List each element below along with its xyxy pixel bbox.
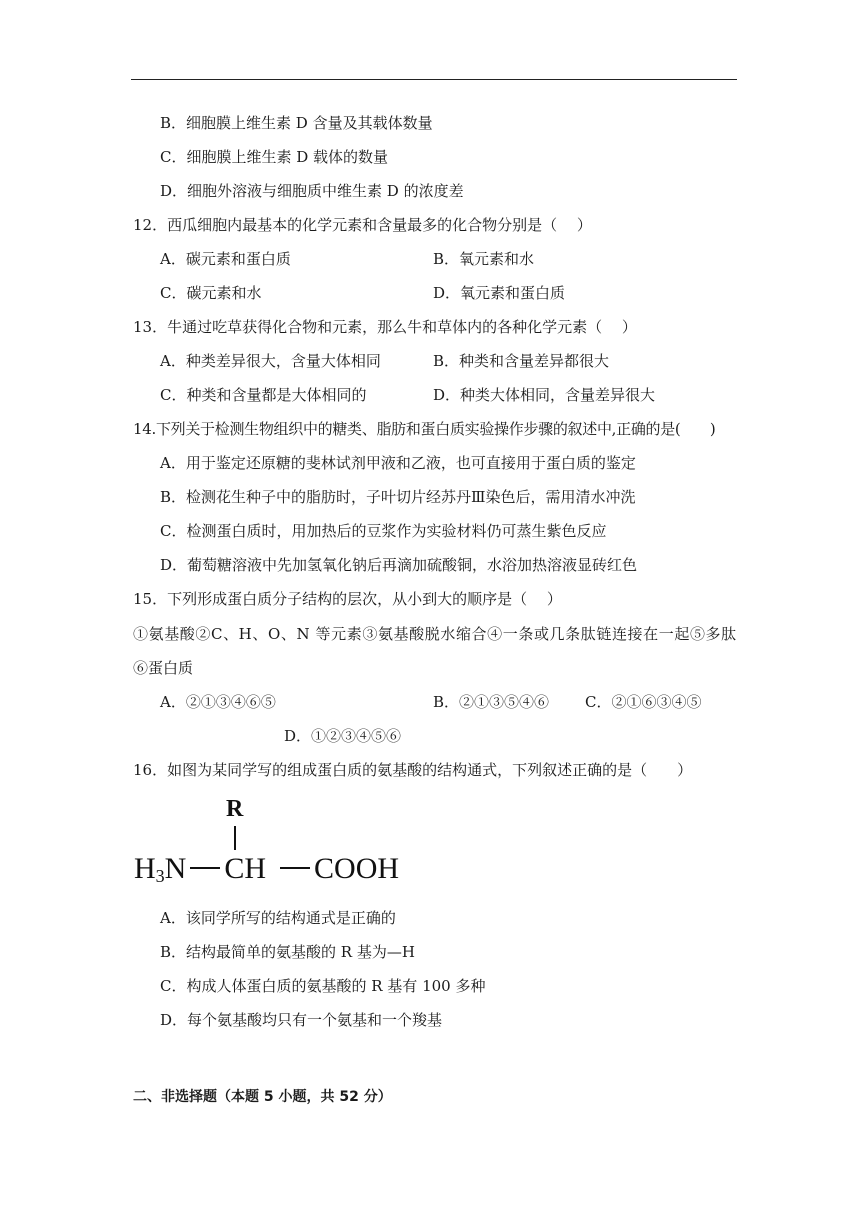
q16-option-d: D．每个氨基酸均只有一个氨基和一个羧基 [160, 1011, 443, 1029]
q14-option-a: A．用于鉴定还原糖的斐林试剂甲液和乙液，也可直接用于蛋白质的鉴定 [160, 454, 636, 472]
q13-option-d: D．种类大体相同，含量差异很大 [433, 386, 656, 404]
q16-stem: 16．如图为某同学写的组成蛋白质的氨基酸的结构通式，下列叙述正确的是（ ） [133, 761, 693, 779]
q15-option-d: D．①②③④⑤⑥ [284, 727, 402, 745]
q14-stem: 14.下列关于检测生物组织中的糖类、脂肪和蛋白质实验操作步骤的叙述中,正确的是( ) [133, 420, 716, 438]
formula-amino-h: H [134, 852, 156, 885]
formula-amino-subscript: 3 [155, 866, 165, 886]
formula-amino-n: N [164, 852, 187, 885]
q14-option-d: D．葡萄糖溶液中先加氢氧化钠后再滴加硫酸铜，水浴加热溶液显砖红色 [160, 556, 638, 574]
q15-stem: 15．下列形成蛋白质分子结构的层次，从小到大的顺序是（ ） [133, 590, 562, 608]
q13-stem: 13．牛通过吃草获得化合物和元素，那么牛和草体内的各种化学元素（ ） [133, 318, 637, 336]
q12-option-d: D．氧元素和蛋白质 [433, 284, 566, 302]
q14-option-b: B．检测花生种子中的脂肪时，子叶切片经苏丹Ⅲ染色后，需用清水冲洗 [160, 488, 636, 506]
q13-option-b: B．种类和含量差异都很大 [433, 352, 610, 370]
formula-bond-right [280, 867, 310, 869]
q12-option-b: B．氧元素和水 [433, 250, 535, 268]
formula-vertical-bond [234, 826, 236, 850]
q13-option-c: C．种类和含量都是大体相同的 [160, 386, 367, 404]
q16-option-c: C．构成人体蛋白质的氨基酸的 R 基有 100 多种 [160, 977, 486, 995]
q14-option-c: C．检测蛋白质时，用加热后的豆浆作为实验材料仍可蒸生紫色反应 [160, 522, 607, 540]
formula-carboxyl: COOH [314, 852, 400, 885]
section-2-heading: 二、非选择题（本题 5 小题，共 52 分） [133, 1089, 392, 1105]
q13-option-a: A．种类差异很大，含量大体相同 [160, 352, 381, 370]
q12-stem: 12．西瓜细胞内最基本的化学元素和含量最多的化合物分别是（ ） [133, 216, 592, 234]
formula-r-group: R [226, 796, 244, 822]
q12-option-c: C．碳元素和水 [160, 284, 262, 302]
q15-option-b: B．②①③⑤④⑥ [433, 693, 550, 711]
q16-option-b: B．结构最简单的氨基酸的 R 基为—H [160, 943, 415, 961]
formula-alpha-carbon: CH [224, 852, 267, 885]
q11-option-c: C．细胞膜上维生素 D 载体的数量 [160, 148, 389, 166]
q15-items-line1: ①氨基酸②C、H、O、N 等元素③氨基酸脱水缩合④一条或几条肽链连接在一起⑤多肽 [133, 625, 737, 643]
formula-bond-left [190, 867, 220, 869]
header-rule [131, 79, 737, 80]
formula-main-chain [134, 852, 399, 887]
q16-option-a: A．该同学所写的结构通式是正确的 [160, 909, 396, 927]
q15-option-c: C．②①⑥③④⑤ [585, 693, 702, 711]
q15-items-line2: ⑥蛋白质 [133, 659, 194, 677]
q11-option-b: B．细胞膜上维生素 D 含量及其载体数量 [160, 114, 433, 132]
q11-option-d: D．细胞外溶液与细胞质中维生素 D 的浓度差 [160, 182, 464, 200]
q15-option-a: A．②①③④⑥⑤ [160, 693, 276, 711]
q12-option-a: A．碳元素和蛋白质 [160, 250, 291, 268]
